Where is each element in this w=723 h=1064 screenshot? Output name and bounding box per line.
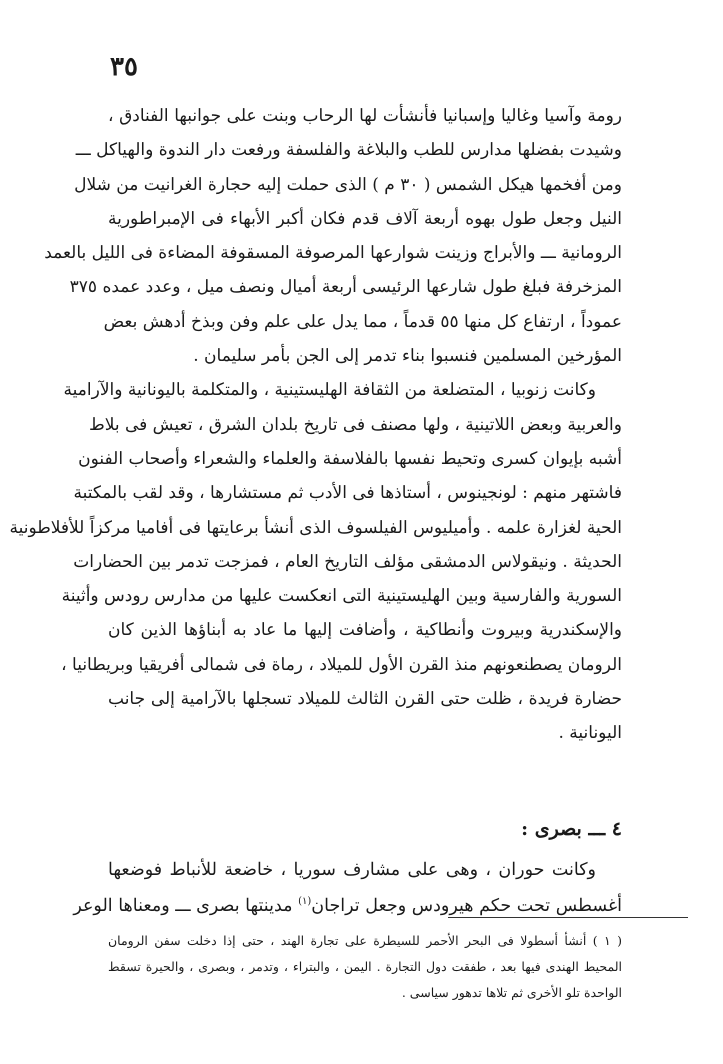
footnote-divider bbox=[448, 917, 688, 918]
text-line: أشبه بإيوان كسرى وتحيط نفسها بالفلاسفة والعلماء والشعراء وأصحاب الفنون bbox=[78, 448, 622, 469]
footnote-line: المحيط الهندى فيها بعد ، طفقت دول التجارة . اليمن ، والبتراء ، وتدمر ، وبصرى ، والحيرة تسقط bbox=[108, 959, 622, 974]
text-line: الرومانية ـــ والأبراج وزينت شوارعها المرصوفة المسقوفة المضاءة فى الليل بالعمد bbox=[44, 243, 622, 264]
text-line: السورية والفارسية وبين الهليستينية التى انعكست عليها من مدارس رودس وأثينة bbox=[61, 586, 622, 607]
section-heading: ٤ ـــ بصرى : bbox=[521, 818, 622, 840]
section-text bbox=[73, 838, 622, 924]
footnote-marker[interactable]: (١) bbox=[298, 896, 312, 908]
text-line: حضارة فريدة ، ظلت حتى القرن الثالث للميلاد تسجلها بالآرامية إلى جانب bbox=[108, 689, 622, 710]
text-line bbox=[73, 888, 622, 924]
footnote-line: ( ١ ) أنشأ أسطولا فى البحر الأحمر للسيطرة على تجارة الهند ، حتى إذا دخلت سفن الرومان bbox=[108, 933, 622, 948]
page-number: ٣٥ bbox=[110, 52, 138, 82]
text-line: النيل وجعل طول بهوه أربعة آلاف قدم فكان أكبر الأبهاء فى الإمبراطورية bbox=[108, 208, 622, 229]
footnotes bbox=[108, 928, 622, 1006]
text-line: والإسكندرية وبيروت وأنطاكية ، وأضافت إليها ما عاد به أبناؤها الذين كان bbox=[108, 620, 622, 641]
text-line: ومن أفخمها هيكل الشمس ( ٣٠ م ) الذى حملت إليه حجارة الغرانيت من شلال bbox=[74, 174, 622, 195]
footnote-line: الواحدة تلو الأخرى ثم تلاها تدهور سياسى . bbox=[401, 985, 622, 1000]
text-line: فاشتهر منهم : لونجينوس ، أستاذها فى الأدب ثم مستشارها ، وقد لقب بالمكتبة bbox=[73, 483, 622, 504]
text-line: الحديثة . ونيقولاس الدمشقى مؤلف التاريخ العام ، فمزجت تدمر بين الحضارات bbox=[73, 551, 622, 572]
text-line: والعربية وبعض اللاتينية ، ولها مصنف فى تاريخ بلدان الشرق ، تعيش فى بلاط bbox=[88, 414, 622, 435]
text-line: وشيدت بفضلها مدارس للطب والبلاغة والفلسفة ورفعت دار الندوة والهياكل ـــ bbox=[75, 140, 622, 161]
text-line: عموداً ، ارتفاع كل منها ٥٥ قدماً ، مما يدل على علم وفن وبذخ أدهش بعض bbox=[103, 311, 622, 332]
paragraph-palmyra bbox=[44, 99, 622, 373]
text-line: وكانت حوران ، وهى على مشارف سوريا ، خاضعة للأنباط فوضعها bbox=[108, 860, 596, 880]
text-fragment: مدينتها بصرى ـــ ومعناها الوعر bbox=[73, 896, 299, 916]
text-line: المؤرخين المسلمين فنسبوا بناء تدمر إلى الجن بأمر سليمان . bbox=[193, 346, 622, 367]
body-text bbox=[9, 99, 622, 751]
text-line: الحية لغزارة علمه . وأميليوس الفيلسوف الذى أنشأ برعايتها فى أفاميا مركزاً للأفلاطونية bbox=[9, 517, 622, 538]
text-line: المزخرفة فبلغ طول شارعها الرئيسى أربعة أميال ونصف ميل ، وعدد عمده ٣٧٥ bbox=[69, 277, 622, 298]
paragraph-zenobia bbox=[9, 373, 622, 750]
text-line: اليونانية . bbox=[558, 723, 622, 744]
text-line: رومة وآسيا وغاليا وإسبانيا فأنشأت لها الرحاب وبنت على جوانبها الفنادق ، bbox=[108, 106, 622, 126]
text-line: وكانت زنوبيا ، المتضلعة من الثقافة الهليستينية ، والمتكلمة باليونانية والآرامية bbox=[63, 380, 596, 401]
text-line: الرومان يصطنعونهم منذ القرن الأول للميلاد ، رماة فى شمالى أفريقيا وبريطانيا ، bbox=[61, 654, 622, 675]
text-fragment: أغسطس تحت حكم هيرودس وجعل تراجان bbox=[311, 896, 622, 916]
